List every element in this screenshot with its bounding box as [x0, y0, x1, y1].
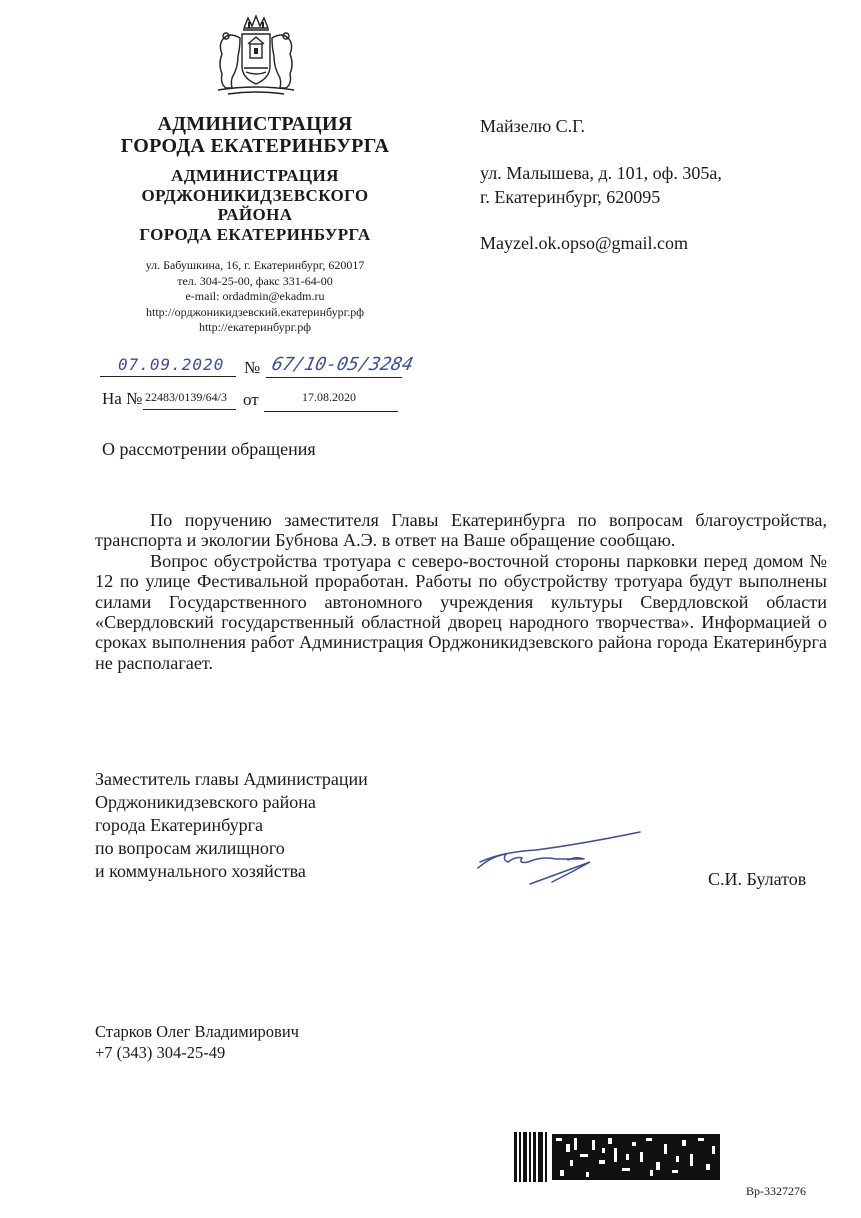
recipient-email: Mayzel.ok.opso@gmail.com: [480, 233, 689, 253]
signer-position: [95, 768, 368, 883]
body-paragraph-2: Вопрос обустройства тротуара с северо-восточной стороны парковки перед домом № 12 по улице Фестивальной проработан. Работы по обустройству тротуара будут выполнены силами Государственного автономного учреждения культуры Свердловской области «Свердловский государственный областной дворец народного творчества». Информацией о сроках выполнения работ Администрация Орджоникидзевского района города Екатеринбурга не располагает.: [95, 550, 827, 673]
signer-name: С.И. Булатов: [708, 869, 807, 889]
reply-number-underline: [143, 409, 236, 410]
reply-date-label: от: [243, 390, 259, 409]
signer-position-line3: города Екатеринбурга: [95, 815, 264, 835]
recipient-street: ул. Малышева, д. 101, оф. 305а,: [480, 163, 722, 183]
reply-number: 22483/0139/64/3: [145, 390, 228, 404]
letter-body: [95, 510, 827, 673]
letter-number-handwritten: 67/10-05/3284: [269, 354, 416, 375]
document-reg-code: Вр-3327276: [746, 1184, 806, 1198]
org-site-district: http://орджоникидзевский.екатеринбург.рф: [145, 304, 364, 319]
date-underline: [100, 376, 236, 377]
suborg-line2: ОРДЖОНИКИДЗЕВСКОГО: [141, 185, 369, 205]
signer-position-line1: Заместитель главы Администрации: [95, 769, 368, 789]
letter-date-stamp: 07.09.2020: [118, 355, 225, 374]
document-barcode: [514, 1132, 720, 1182]
executor-phone: +7 (343) 304-25-49: [95, 1043, 226, 1062]
number-label: №: [244, 358, 261, 377]
coat-of-arms-emblem: [208, 14, 304, 100]
org-email: e-mail: ordadmin@ekadm.ru: [185, 289, 325, 304]
reply-date-underline: [264, 411, 398, 412]
executor-name: Старков Олег Владимирович: [95, 1022, 299, 1041]
org-name-line1: АДМИНИСТРАЦИЯ: [157, 113, 353, 135]
signer-position-line5: и коммунального хозяйства: [95, 861, 306, 881]
suborg-line3: РАЙОНА: [217, 205, 293, 224]
org-name-line2: ГОРОДА ЕКАТЕРИНБУРГА: [120, 135, 390, 157]
suborg-line1: АДМИНИСТРАЦИЯ: [171, 166, 339, 185]
org-site-city: http://екатеринбург.рф: [198, 320, 312, 335]
suborg-line4: ГОРОДА ЕКАТЕРИНБУРГА: [139, 224, 371, 244]
recipient-name: Майзелю С.Г.: [480, 116, 586, 136]
org-address: ул. Бабушкина, 16, г. Екатеринбург, 620017: [145, 258, 365, 272]
reply-date: 17.08.2020: [302, 390, 356, 404]
signer-position-line4: по вопросам жилищного: [95, 838, 285, 858]
recipient-city: г. Екатеринбург, 620095: [480, 187, 661, 207]
number-underline: [266, 377, 402, 378]
body-paragraph-1: По поручению заместителя Главы Екатеринбурга по вопросам благоустройства, транспорта и экологии Бубнова А.Э. в ответ на Ваше обращение сообщаю.: [95, 510, 827, 551]
letter-subject: О рассмотрении обращения: [102, 439, 316, 459]
handwritten-signature: [472, 826, 652, 888]
signer-position-line2: Орджоникидзевского района: [95, 792, 316, 812]
org-phone: тел. 304-25-00, факс 331-64-00: [177, 273, 333, 288]
reply-number-label: На №: [102, 389, 143, 408]
